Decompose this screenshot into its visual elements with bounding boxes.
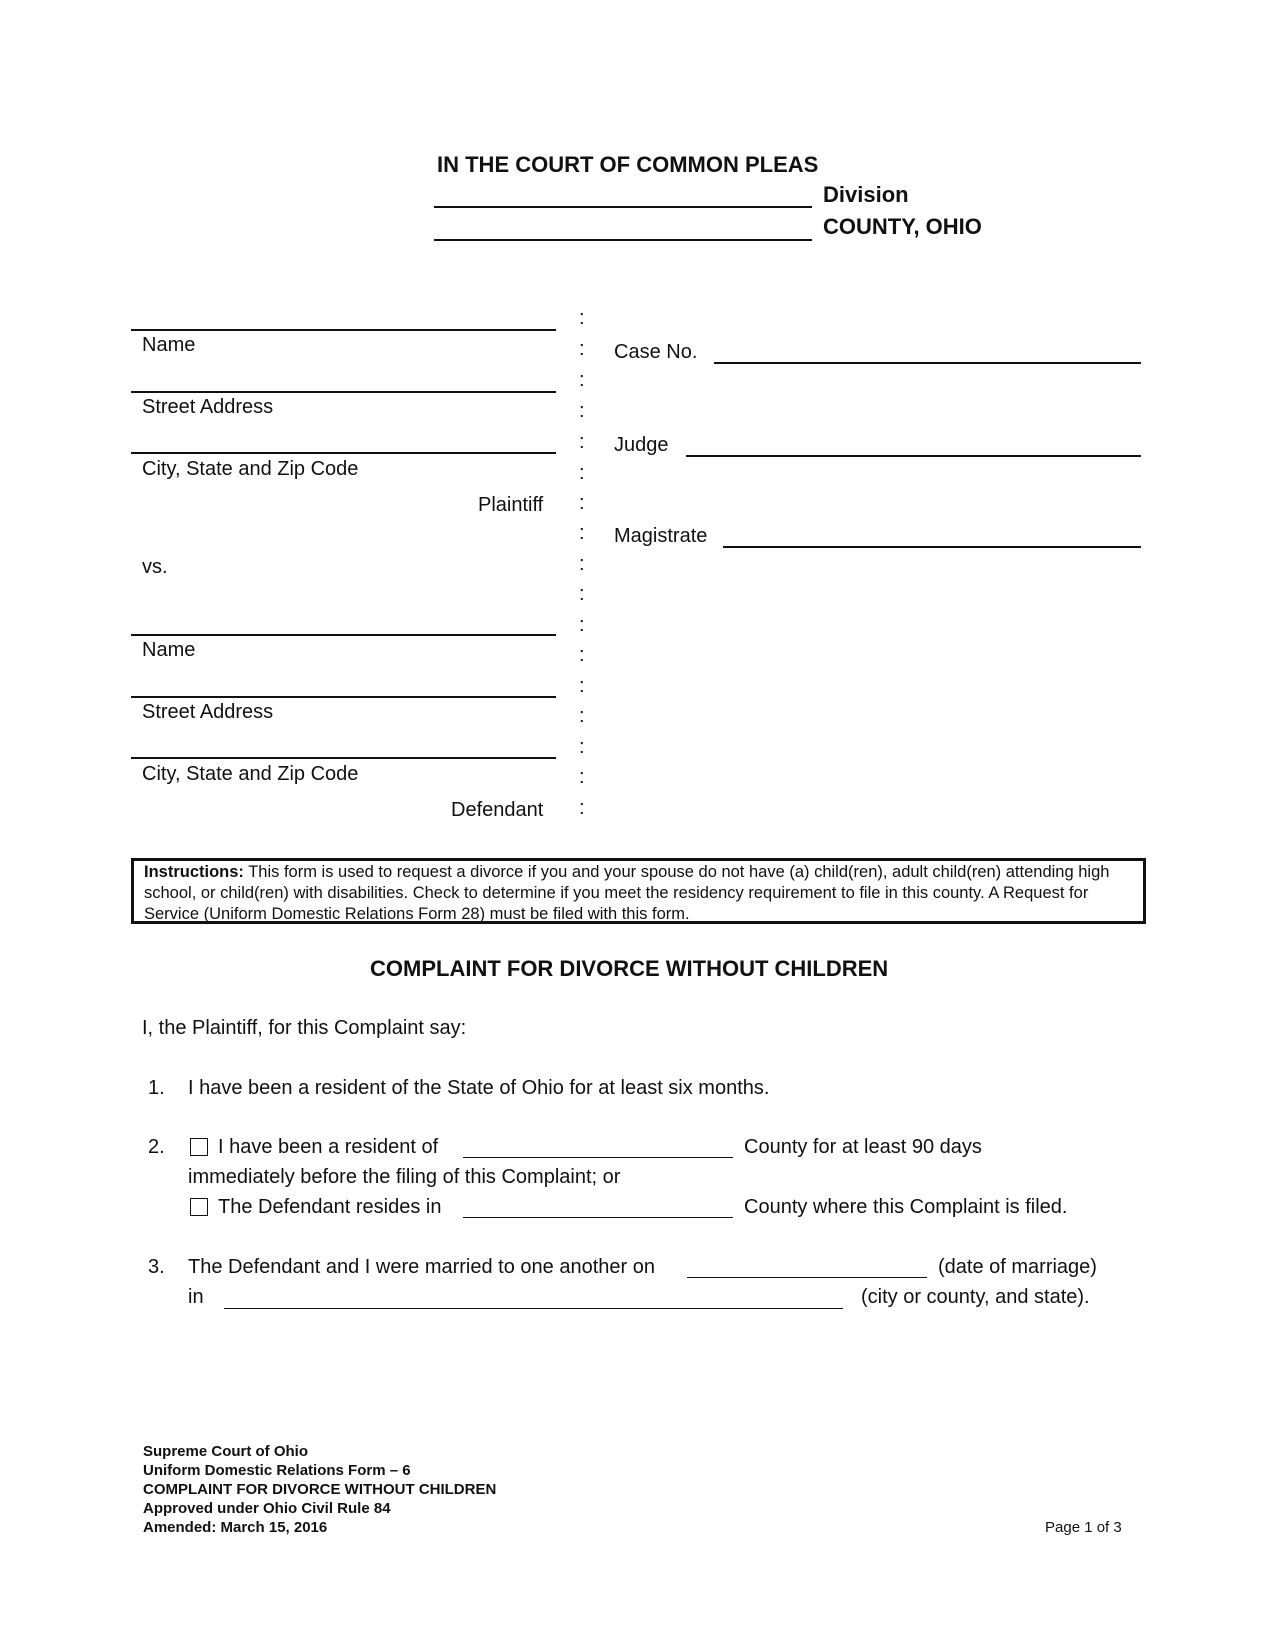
county-field[interactable] [434, 239, 812, 241]
separator-colon: : [579, 736, 585, 758]
marriage-date-suffix: (date of marriage) [938, 1256, 1097, 1278]
item-3-number: 3. [148, 1256, 165, 1278]
court-title: IN THE COURT OF COMMON PLEAS [437, 152, 819, 177]
separator-colon: : [579, 583, 585, 605]
instructions-text: This form is used to request a divorce if you and your spouse do not have (a) child(ren), adult child(ren) attending high school, or child(ren) with disabilities. Check to determine if you meet the residency requirement to file in this county. A Request for Service (Uniform Domestic Relations Form 28) must be filed with this form. [144, 863, 1110, 923]
plaintiff-name-label: Name [142, 334, 196, 356]
judge-label: Judge [614, 434, 669, 456]
plaintiff-street-label: Street Address [142, 396, 274, 418]
instructions-lead: Instructions: [144, 863, 244, 881]
separator-colon: : [579, 675, 585, 697]
defendant-name-label: Name [142, 639, 196, 661]
page-number: Page 1 of 3 [1045, 1519, 1122, 1536]
defendant-name-field[interactable] [131, 634, 556, 636]
magistrate-label: Magistrate [614, 525, 708, 547]
item-1-text: I have been a resident of the State of Ohio for at least six months. [188, 1077, 770, 1099]
item-3-text: The Defendant and I were married to one another on [188, 1256, 655, 1278]
footer-line: Amended: March 15, 2016 [143, 1519, 328, 1536]
division-field[interactable] [434, 206, 812, 208]
footer-line: COMPLAINT FOR DIVORCE WITHOUT CHILDREN [143, 1481, 497, 1498]
separator-colon: : [579, 644, 585, 666]
item-2-number: 2. [148, 1136, 165, 1158]
separator-colon: : [579, 492, 585, 514]
defendant-city-label: City, State and Zip Code [142, 763, 359, 785]
defendant-city-field[interactable] [131, 757, 556, 759]
item-2a-suffix: County for at least 90 days [744, 1136, 982, 1158]
separator-colon: : [579, 369, 585, 391]
marriage-place-suffix: (city or county, and state). [861, 1286, 1090, 1308]
plaintiff-role-label: Plaintiff [478, 494, 544, 516]
separator-colon: : [579, 338, 585, 360]
plaintiff-city-label: City, State and Zip Code [142, 458, 359, 480]
item-1-number: 1. [148, 1077, 165, 1099]
plaintiff-name-field[interactable] [131, 329, 556, 331]
intro-text: I, the Plaintiff, for this Complaint say: [142, 1017, 467, 1039]
separator-colon: : [579, 522, 585, 544]
separator-colon: : [579, 797, 585, 819]
item-2a-continuation: immediately before the filing of this Complaint; or [188, 1166, 621, 1188]
marriage-date-field[interactable] [687, 1277, 927, 1278]
case-no-label: Case No. [614, 341, 698, 363]
instructions-box [131, 858, 1146, 924]
magistrate-field[interactable] [723, 546, 1141, 548]
defendant-county-checkbox[interactable] [190, 1198, 208, 1216]
resident-county-field[interactable] [463, 1157, 733, 1158]
judge-field[interactable] [686, 455, 1141, 457]
separator-colon: : [579, 553, 585, 575]
footer-line: Approved under Ohio Civil Rule 84 [143, 1500, 391, 1517]
footer-block [143, 1442, 496, 1537]
plaintiff-street-field[interactable] [131, 391, 556, 393]
marriage-place-field[interactable] [224, 1308, 843, 1309]
division-label: Division [823, 182, 909, 207]
separator-colon: : [579, 614, 585, 636]
defendant-street-label: Street Address [142, 701, 274, 723]
separator-colon: : [579, 431, 585, 453]
footer-line: Supreme Court of Ohio [143, 1443, 308, 1460]
county-label: COUNTY, OHIO [823, 214, 982, 239]
defendant-role-label: Defendant [451, 799, 544, 821]
separator-colon: : [579, 766, 585, 788]
plaintiff-city-field[interactable] [131, 452, 556, 454]
separator-colon: : [579, 462, 585, 484]
vs-label: vs. [142, 556, 168, 578]
separator-colon: : [579, 307, 585, 329]
footer-line: Uniform Domestic Relations Form – 6 [143, 1462, 411, 1479]
form-title: COMPLAINT FOR DIVORCE WITHOUT CHILDREN [370, 956, 889, 981]
separator-colon: : [579, 705, 585, 727]
resident-county-checkbox[interactable] [190, 1138, 208, 1156]
case-no-field[interactable] [714, 362, 1141, 364]
item-2b-text: The Defendant resides in [218, 1196, 442, 1218]
defendant-street-field[interactable] [131, 696, 556, 698]
item-2a-text: I have been a resident of [218, 1136, 439, 1158]
separator-colon: : [579, 400, 585, 422]
item-2b-suffix: County where this Complaint is filed. [744, 1196, 1068, 1218]
item-3-in-label: in [188, 1286, 204, 1308]
defendant-county-field[interactable] [463, 1217, 733, 1218]
